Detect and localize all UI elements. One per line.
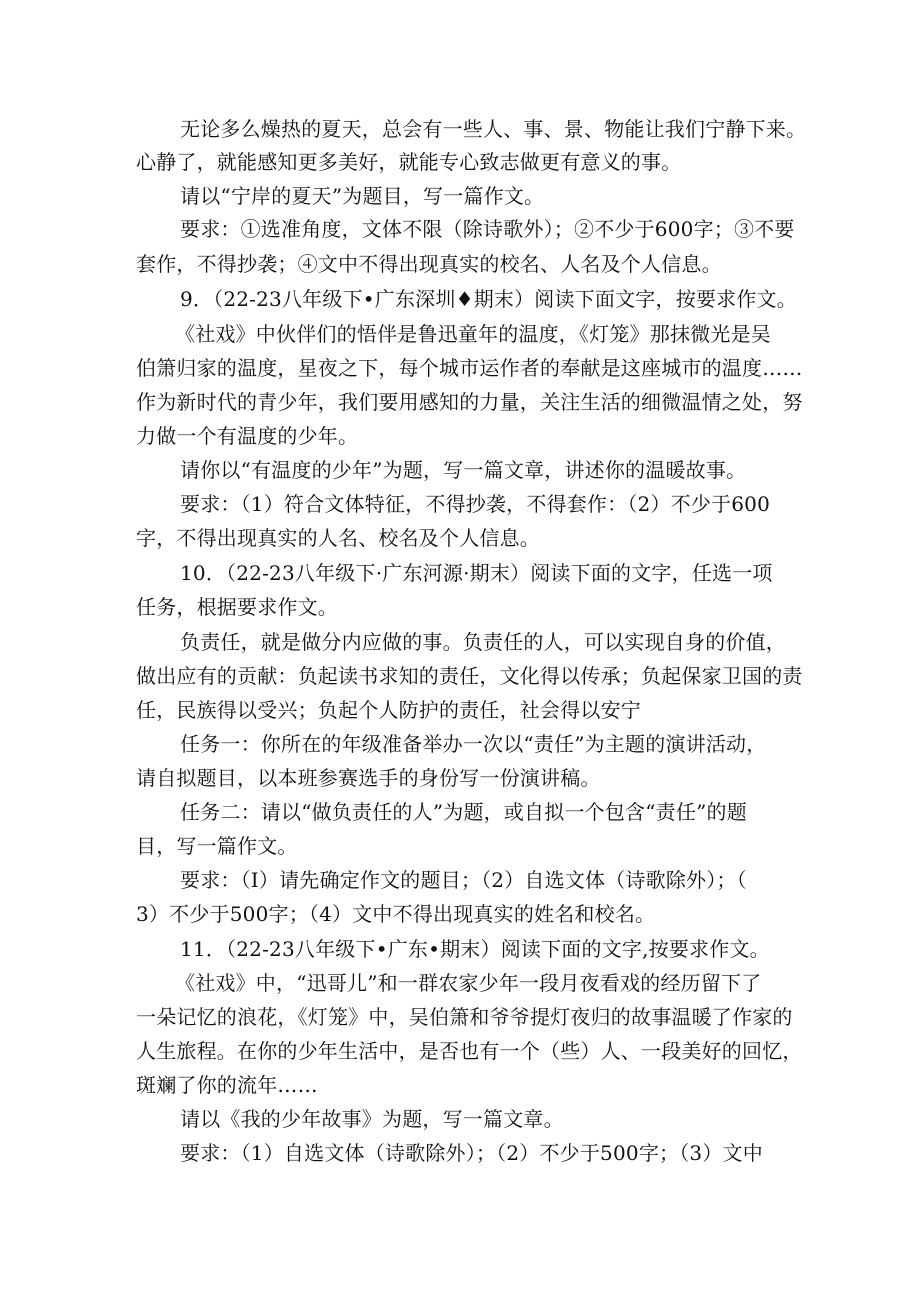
text-line: 目，写一篇作文。 <box>136 834 298 858</box>
question-heading: 11．（22-23八年级下•广东•期末）阅读下面的文字,按要求作文。 <box>180 937 770 961</box>
text-line: 伯箫归家的温度，星夜之下，每个城市运作者的奉献是这座城市的温度…… <box>136 356 803 380</box>
text-line: 请你以“有温度的少年”为题，写一篇文章，讲述你的温暖故事。 <box>180 458 747 482</box>
text-line: 做出应有的贡献：负起读书求知的责任，文化得以传承；负起保家卫国的责 <box>136 664 803 688</box>
text-line: 《社戏》中伙伴们的悟伴是鲁迅童年的温度，《灯笼》那抹微光是吴 <box>175 322 771 346</box>
text-line: 力做一个有温度的少年。 <box>136 424 359 448</box>
text-line: 要求：（1）自选文体（诗歌除外）；（2）不少于500字；（3）文中 <box>180 1141 763 1165</box>
text-line: 《社戏》中，“迅哥儿”和一群农家少年一段月夜看戏的经历留下了 <box>175 971 762 995</box>
text-line: 3）不少于500字；（4）文中不得出现真实的姓名和校名。 <box>136 902 656 926</box>
text-line: 要求：（1）符合文体特征，不得抄袭，不得套作：（2）不少于600 <box>180 492 771 516</box>
text-line: 一朵记忆的浪花，《灯笼》中，吴伯箫和爷爷提灯夜归的故事温暖了作家的 <box>136 1005 793 1029</box>
text-line: 任务二：请以“做负责任的人”为题，或自拟一个包含“责任”的题 <box>180 800 747 824</box>
question-heading: 10．（22-23八年级下·广东河源·期末）阅读下面的文字，任选一项 <box>180 561 773 585</box>
text-line: 请自拟题目，以本班参赛选手的身份写一份演讲稿。 <box>136 766 601 790</box>
text-line: 人生旅程。在你的少年生活中，是否也有一个（些）人、一段美好的回忆， <box>136 1039 803 1063</box>
text-line: 斑斓了你的流年…… <box>136 1073 318 1097</box>
text-line: 任务一：你所在的年级准备举办一次以“责任”为主题的演讲活动， <box>180 732 767 756</box>
text-line: 套作，不得抄袭；④文中不得出现真实的校名、人名及个人信息。 <box>136 252 722 276</box>
text-line: 任，民族得以受兴；负起个人防护的责任，社会得以安宁 <box>136 698 641 722</box>
text-line: 任务，根据要求作文。 <box>136 595 338 619</box>
text-line: 要求：①选准角度，文体不限（除诗歌外）；②不少于600字；③不要 <box>180 217 795 241</box>
text-line: 无论多么燥热的夏天，总会有一些人、事、景、物能让我们宁静下来。 <box>180 117 807 141</box>
text-line: 字，不得出现真实的人名、校名及个人信息。 <box>136 526 540 550</box>
question-heading: 9．（22-23八年级下•广东深圳♦期末）阅读下面文字，按要求作文。 <box>180 287 797 311</box>
text-line: 作为新时代的青少年，我们要用感知的力量，关注生活的细微温情之处，努 <box>136 390 803 414</box>
text-line: 心静了，就能感知更多美好，就能专心致志做更有意义的事。 <box>136 150 682 174</box>
text-line: 负责任，就是做分内应做的事。负责任的人，可以实现自身的价值， <box>180 630 786 654</box>
text-line: 请以《我的少年故事》为题，写一篇文章。 <box>180 1107 564 1131</box>
text-line: 请以“宁岸的夏天”为题目，写一篇作文。 <box>180 184 545 208</box>
text-line: 要求：（I）请先确定作文的题目；（2）自选文体（诗歌除外）；（ <box>180 868 747 892</box>
